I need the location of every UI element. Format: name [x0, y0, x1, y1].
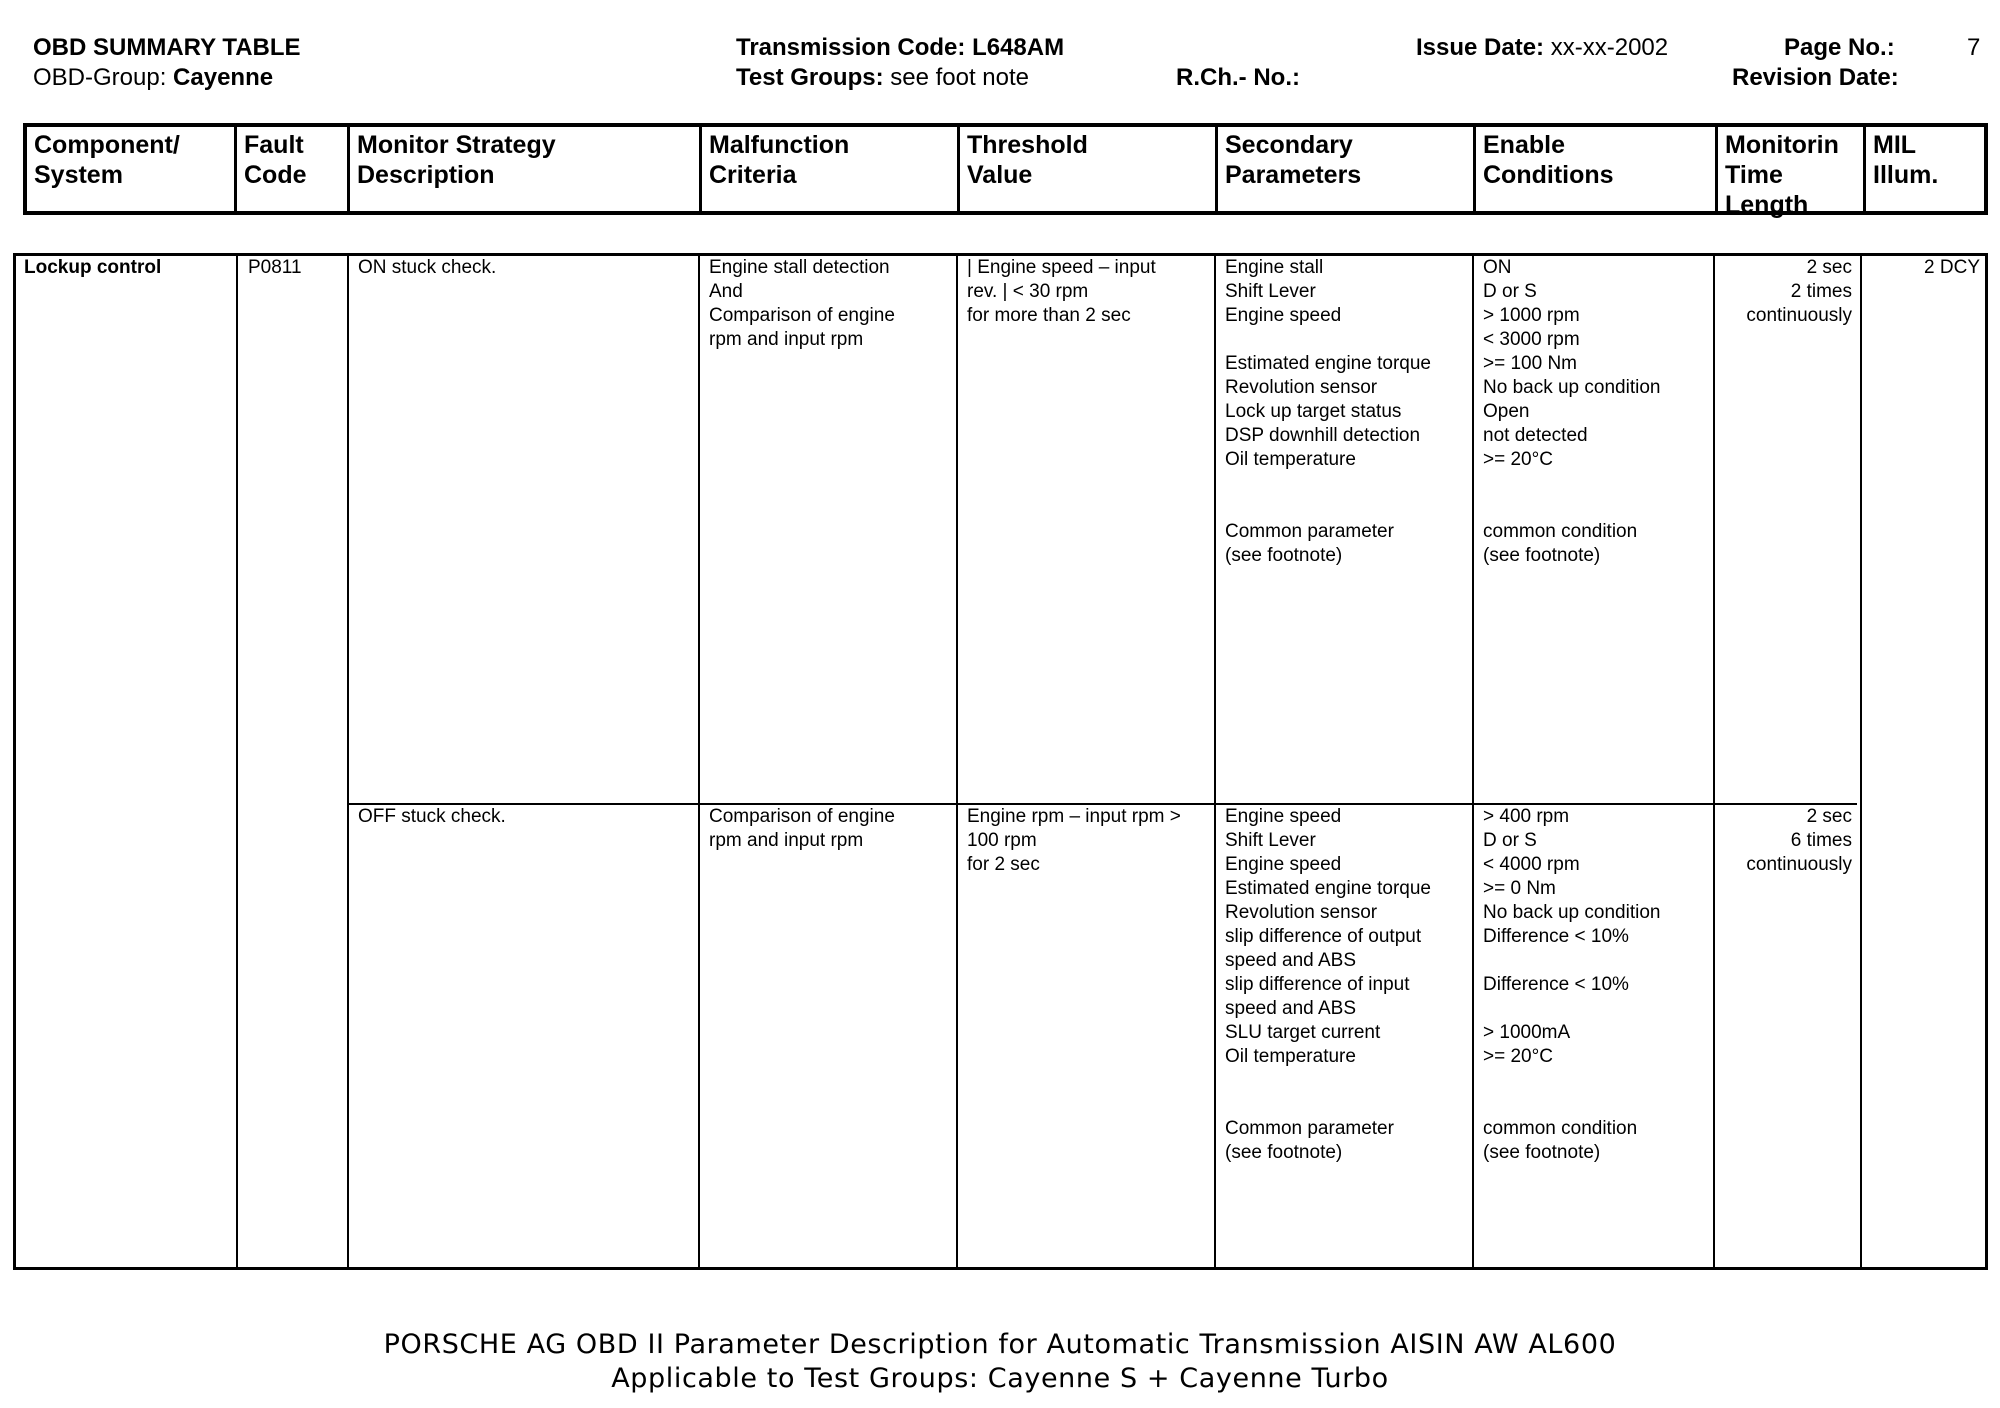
secondary-parameters-on-stuck: Engine stall Shift Lever Engine speed Estimated engine torque Revolution sensor Lock up target status DSP downhill detection Oil temperature Common parameter (see footnote)	[1225, 257, 1431, 566]
monitor-strategy-on-stuck: ON stuck check.	[358, 257, 497, 278]
obd-group-label: OBD-Group:	[33, 64, 167, 91]
monitoring-time-off-stuck: 2 sec 6 times continuously	[1746, 806, 1852, 875]
enable-conditions-off-stuck: > 400 rpm D or S < 4000 rpm >= 0 Nm No back up condition Difference < 10% Difference < 10% > 1000mA >= 20°C common condition (see footnote)	[1483, 806, 1661, 1163]
col-header-component: Component/ System	[34, 131, 180, 189]
malfunction-criteria-off-stuck: Comparison of engine rpm and input rpm	[709, 806, 895, 851]
test-groups	[736, 63, 1029, 93]
col-header-threshold-value: Threshold Value	[957, 127, 1215, 211]
column-divider	[1214, 256, 1216, 1267]
monitor-strategy-off-stuck: OFF stuck check.	[358, 806, 506, 827]
transmission-code-value: L648AM	[972, 34, 1065, 61]
col-header-malfunction-criteria: Malfunction Criteria	[699, 127, 957, 211]
column-divider	[347, 256, 349, 1267]
monitoring-time-on-stuck: 2 sec 2 times continuously	[1746, 257, 1852, 326]
revision-date-label: Revision Date:	[1732, 64, 1899, 91]
threshold-value-on-stuck: | Engine speed – input rev. | < 30 rpm for more than 2 sec	[967, 257, 1156, 326]
rch-number-label: R.Ch.- No.:	[1176, 64, 1300, 91]
enable-conditions-on-stuck: ON D or S > 1000 rpm < 3000 rpm >= 100 Nm No back up condition Open not detected >= 20°C common condition (see footnote)	[1483, 257, 1661, 566]
threshold-value-off-stuck: Engine rpm – input rpm > 100 rpm for 2 sec	[967, 806, 1181, 875]
issue-date-value: xx-xx-2002	[1550, 34, 1669, 61]
column-header-row	[23, 123, 1988, 219]
col-header-enable-conditions: Enable Conditions	[1473, 127, 1715, 211]
page-number-value: 7	[1967, 34, 1981, 61]
column-divider	[1472, 256, 1474, 1267]
obd-group-value: Cayenne	[173, 64, 274, 91]
component-system: Lockup control	[24, 257, 162, 278]
column-divider	[1713, 256, 1715, 1267]
col-header-monitor-strategy: Monitor Strategy Description	[347, 127, 699, 211]
secondary-parameters-off-stuck: Engine speed Shift Lever Engine speed Estimated engine torque Revolution sensor slip difference of output speed and ABS slip difference of input speed and ABS SLU target current Oil temperature Common parameter (see footnote)	[1225, 806, 1431, 1163]
issue-date-label: Issue Date:	[1416, 34, 1545, 61]
col-header-mil-illum: MIL Illum.	[1863, 127, 1986, 211]
issue-date	[1416, 33, 1668, 63]
column-divider	[698, 256, 700, 1267]
summary-table-body	[13, 253, 1988, 1270]
col-header-secondary-parameters: Secondary Parameters	[1215, 127, 1473, 211]
malfunction-criteria-on-stuck: Engine stall detection And Comparison of engine rpm and input rpm	[709, 257, 895, 350]
col-header-fault-code: Fault Code	[234, 127, 347, 211]
page-number-label: Page No.:	[1784, 34, 1895, 61]
footer-line-1: PORSCHE AG OBD II Parameter Description for Automatic Transmission AISIN AW AL600	[383, 1329, 1617, 1360]
transmission-code-label: Transmission Code:	[736, 34, 966, 61]
test-groups-value: see foot note	[890, 64, 1030, 91]
transmission-code	[736, 33, 1064, 63]
column-divider	[236, 256, 238, 1267]
col-header-monitoring-time: Monitorin Time Length	[1715, 127, 1863, 211]
fault-code: P0811	[248, 257, 302, 278]
test-groups-label: Test Groups:	[736, 64, 884, 91]
footer-line-2: Applicable to Test Groups: Cayenne S + Cayenne Turbo	[611, 1363, 1389, 1394]
obd-group	[33, 63, 273, 93]
mil-illumination: 2 DCY	[1924, 257, 1980, 278]
column-divider	[956, 256, 958, 1267]
column-divider	[1860, 256, 1862, 1267]
doc-title: OBD SUMMARY TABLE	[33, 34, 301, 61]
